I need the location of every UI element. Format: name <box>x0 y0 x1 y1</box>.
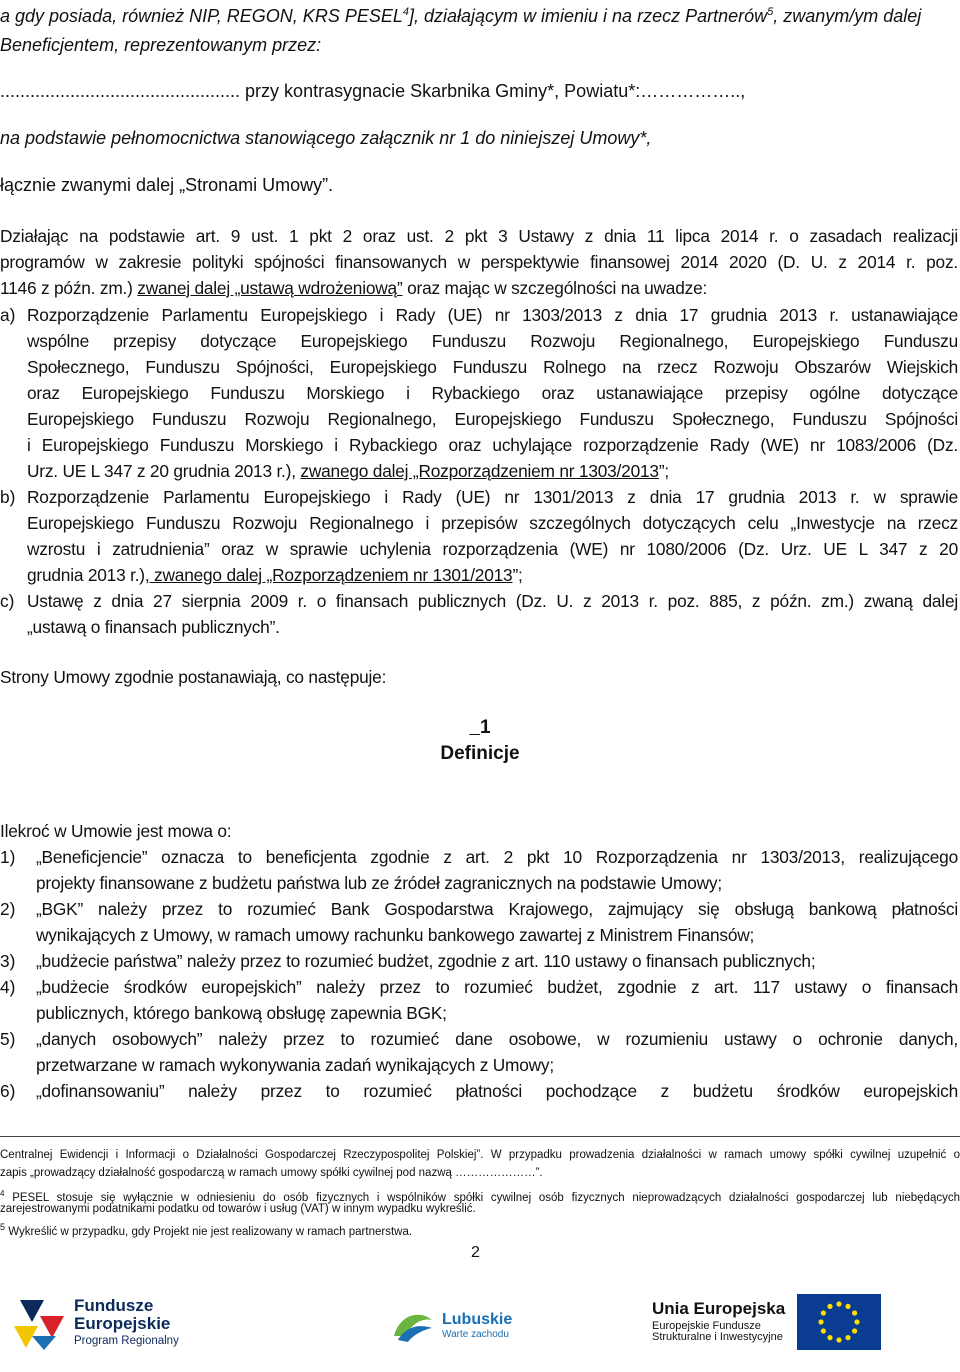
intro-text: 1146 z późn. zm.) <box>0 278 138 298</box>
lubuskie-logo <box>390 1306 512 1346</box>
def-line: „dofinansowaniu” należy przez to rozumieć płatności pochodzące z budżetu środków europejskich <box>36 1081 958 1101</box>
item-text: grudnia 2013 r.) <box>27 565 145 585</box>
def-number: 3) <box>0 951 16 971</box>
ue-line-1: Europejskie Fundusze <box>652 1319 761 1332</box>
footnote-number: 4 <box>0 1189 5 1198</box>
header-line-1 <box>0 0 921 28</box>
footnote-4-line-2: zarejestrowanymi podatnikami podatku od towarów i usług (VAT) w innym wypadku wykreślić. <box>0 1203 476 1215</box>
parties-statement: Strony Umowy zgodnie postanawiają, co następuje: <box>0 667 387 687</box>
def-line: „budżecie środków europejskich” należy przez to rozumieć budżet, zgodnie z art. 117 ustawy o finansach <box>36 977 958 997</box>
footnote-text: PESEL stosuje się wyłącznie w odniesieniu do osób fizycznych i wspólników spółki cywilnej osób fizycznych nieprowadzących działalności gospodarczej lub niebędących <box>4 1191 960 1204</box>
footnote-text: Wykreślić w przypadku, gdy Projekt nie jest realizowany w ramach partnerstwa. <box>5 1225 413 1238</box>
fundusze-europejskie-logo <box>10 1292 179 1352</box>
item-label-c: c) <box>0 591 15 611</box>
item-b-line: wzrostu i zatrudnienia” oraz w sprawie uchylenia rozporządzenia (WE) nr 1080/2006 (Dz. Urz. UE L 347 z 20 <box>27 539 958 559</box>
footnote-ref: 4 <box>402 6 409 18</box>
def-number: 1) <box>0 847 16 867</box>
def-number: 5) <box>0 1029 16 1049</box>
section-number-text: 1 <box>479 717 491 738</box>
def-line: przetwarzane w ramach wykonywania zadań wynikających z Umowy; <box>36 1055 554 1075</box>
intro-line-1: Działając na podstawie art. 9 ust. 1 pkt 2 oraz ust. 2 pkt 3 Ustawy z dnia 11 lipca 2014 r. o zasadach realizacji <box>0 226 958 246</box>
item-a-line: Społecznego, Funduszu Spójności, Europejskiego Funduszu Rolnego na rzecz Rozwoju Obszarów Wiejskich <box>27 357 958 377</box>
fe-name-line-2: Europejskie <box>74 1313 171 1333</box>
footnote-cont-line-1: Centralnej Ewidencji i Informacji o Działalności Gospodarczej Rzeczypospolitej Polskiej”. W przypadku prowadzenia działalności w ramach umowy spółki cywilnej uzupełnić o <box>0 1149 960 1161</box>
def-line: „BGK” należy przez to rozumieć Bank Gospodarstwa Krajowego, zajmujący się obsługą bankową płatności <box>36 899 958 919</box>
def-number: 6) <box>0 1081 16 1101</box>
footnote-ref: 5 <box>767 6 774 18</box>
header-text: , zwanym/ym dalej <box>773 6 922 26</box>
header-line-3: ................................................ przy kontrasygnacie Skarbnika Gminy*, Powiatu*:…………….., <box>0 81 746 101</box>
unia-europejska-logo <box>652 1294 881 1350</box>
fe-name-line-1: Fundusze <box>74 1296 154 1316</box>
eu-flag-icon <box>797 1294 881 1350</box>
item-text: Urz. UE L 347 z 20 grudnia 2013 r.), <box>27 461 301 481</box>
item-label-a: a) <box>0 305 16 325</box>
def-number: 2) <box>0 899 16 919</box>
item-c-line-2: „ustawą o finansach publicznych”. <box>27 617 280 637</box>
item-a-line: oraz Europejskiego Funduszu Morskiego i Rybackiego oraz ustanawiające przepisy ogólne dotyczące <box>27 383 958 403</box>
header-line-5: łącznie zwanymi dalej „Stronami Umowy”. <box>0 175 334 195</box>
section-number <box>0 716 960 740</box>
lubuskie-emblem-icon <box>390 1306 436 1346</box>
fe-program: Program Regionalny <box>74 1334 179 1347</box>
item-b-last-line <box>27 563 523 587</box>
item-b-line: Europejskiego Funduszu Rozwoju Regionalnego i przepisów szczególnych dotyczących celu „Inwestycje na rzecz <box>27 513 958 533</box>
item-b-line: Rozporządzenie Parlamentu Europejskiego i Rady (UE) nr 1301/2013 z dnia 17 grudnia 2013 r. w sprawie <box>27 487 958 507</box>
def-line: projekty finansowane z budżetu państwa lub ze źródeł zagranicznych na podstawie Umowy; <box>36 873 722 893</box>
paragraph-sign <box>469 717 480 738</box>
item-label-b: b) <box>0 487 16 507</box>
ue-title: Unia Europejska <box>652 1299 786 1319</box>
fe-star-icon <box>10 1292 66 1352</box>
def-line: „Beneficjencie” oznacza to beneficjenta zgodnie z art. 2 pkt 10 Rozporządzenia nr 1303/2013, realizującego <box>36 847 958 867</box>
header-text: ], działającym w imieniu i na rzecz Partnerów <box>408 6 768 26</box>
logos-bar <box>0 1288 960 1372</box>
item-a-line: Europejskiego Funduszu Rozwoju Regionalnego, Europejskiego Funduszu Społecznego, Funduszu Spójności <box>27 409 958 429</box>
defs-intro: Ilekroć w Umowie jest mowa o: <box>0 821 232 841</box>
defined-term: zwanego dalej „Rozporządzeniem nr 1303/2013 <box>300 461 659 481</box>
header-line-2: Beneficjentem, reprezentowanym przez: <box>0 35 322 55</box>
intro-line-2: programów w zakresie polityki spójności finansowanych w perspektywie finansowej 2014 2020 (D. U. z 2014 r. poz. <box>0 252 958 272</box>
footnote-5 <box>0 1220 960 1240</box>
item-c-line: Ustawę z dnia 27 sierpnia 2009 r. o finansach publicznych (Dz. U. z 2013 r. poz. 885, z późn. zm.) zwaną dalej <box>27 591 958 611</box>
item-a-line: i Europejskiego Funduszu Morskiego i Rybackiego oraz uchylające rozporządzenie Rady (WE) nr 1083/2006 (Dz. <box>27 435 958 455</box>
defined-term: zwanej dalej „ustawą wdrożeniową” <box>137 278 403 298</box>
item-text: ”; <box>512 565 523 585</box>
ue-line-2: Strukturalne i Inwestycyjne <box>652 1331 783 1344</box>
header-line-4: na podstawie pełnomocnictwa stanowiącego załącznik nr 1 do niniejszej Umowy*, <box>0 128 652 148</box>
defined-term: , zwanego dalej „Rozporządzeniem nr 1301/2013 <box>144 565 513 585</box>
footnote-cont-line-2: zapis „prowadzący działalność gospodarczą w ramach umowy spółki cywilnej pod nazwą …………………”. <box>0 1167 543 1179</box>
page-number: 2 <box>471 1244 480 1261</box>
def-number: 4) <box>0 977 16 997</box>
footnote-number: 5 <box>0 1222 6 1232</box>
def-line: wynikających z Umowy, w ramach umowy rachunku bankowego zawartej z Ministrem Finansów; <box>36 925 755 945</box>
section-title: Definicje <box>440 743 520 764</box>
lubuskie-name: Lubuskie <box>442 1310 513 1328</box>
intro-line-3 <box>0 276 707 300</box>
intro-text: oraz mając w szczególności na uwadze: <box>402 278 708 298</box>
item-text: ”; <box>658 461 669 481</box>
item-a-line: Rozporządzenie Parlamentu Europejskiego i Rady (UE) nr 1303/2013 z dnia 17 grudnia 2013 r. ustanawiające <box>27 305 958 325</box>
item-a-line: wspólne przepisy dotyczące Europejskiego Funduszu Rozwoju Regionalnego, Europejskiego Funduszu <box>27 331 958 351</box>
def-line: „danych osobowych” należy przez to rozumieć dane osobowe, w rozumieniu ustawy o ochronie danych, <box>36 1029 958 1049</box>
def-line: publicznych, którego bankową obsługę zapewnia BGK; <box>36 1003 447 1023</box>
lubuskie-slogan: Warte zachodu <box>442 1328 509 1340</box>
def-line: „budżecie państwa” należy przez to rozumieć budżet, zgodnie z art. 110 ustawy o finansach publicznych; <box>36 951 816 971</box>
footnote-separator <box>0 1136 960 1137</box>
item-a-last-line <box>27 459 669 483</box>
header-text: a gdy posiada, również NIP, REGON, KRS PESEL <box>0 6 403 26</box>
